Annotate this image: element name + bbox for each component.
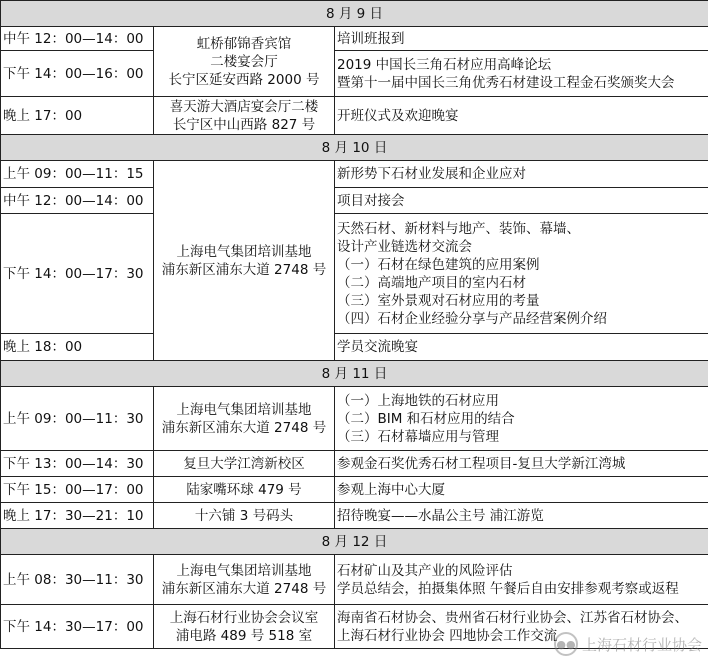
venue-line: 长宁区延安西路 2000 号 <box>168 71 320 88</box>
time-cell: 下午 14：00—17：30 <box>1 214 154 334</box>
activity-cell: 开班仪式及欢迎晚宴 <box>335 97 708 135</box>
time-cell: 上午 09：00—11：30 <box>1 387 154 451</box>
date-row <box>1 1 708 27</box>
activity-cell: 培训班报到 <box>335 27 708 51</box>
time-cell: 下午 14：00—16：00 <box>1 51 154 97</box>
activity-cell: 新形势下石材业发展和企业应对 <box>335 161 708 188</box>
table-row <box>1 477 708 503</box>
venue-line: 浦东新区浦东大道 2748 号 <box>161 261 327 278</box>
venue-line: 上海电气集团培训基地 <box>176 243 312 260</box>
activity-cell: 参观金石奖优秀石材工程项目-复旦大学新江湾城 <box>335 451 708 477</box>
activity-cell: 项目对接会 <box>335 188 708 214</box>
activity-line: （三）石材幕墙应用与管理 <box>337 428 499 445</box>
date-header: 8 月 9 日 <box>1 1 708 27</box>
activity-line: （一）上海地铁的石材应用 <box>337 392 499 409</box>
table-row <box>1 188 708 214</box>
table-row <box>1 161 708 188</box>
table-row <box>1 214 708 334</box>
venue-cell: 陆家嘴环球 479 号 <box>154 477 335 503</box>
activity-cell <box>335 555 708 605</box>
activity-line: 上海石材行业协会 四地协会工作交流 <box>337 627 558 644</box>
date-row <box>1 361 708 387</box>
table-row <box>1 555 708 605</box>
table-row <box>1 97 708 135</box>
venue-cell <box>154 161 335 361</box>
wechat-badge-icon: ●● <box>554 632 578 656</box>
time-cell: 中午 12：00—14：00 <box>1 27 154 51</box>
time-cell: 下午 13：00—14：30 <box>1 451 154 477</box>
activity-line: （三）室外景观对石材应用的考量 <box>337 292 540 309</box>
table-row <box>1 27 708 51</box>
date-header: 8 月 11 日 <box>1 361 708 387</box>
venue-line: 浦电路 489 号 518 室 <box>175 627 313 644</box>
activity-cell: 学员交流晚宴 <box>335 334 708 361</box>
venue-cell <box>154 27 335 97</box>
time-cell: 上午 09：00—11：15 <box>1 161 154 188</box>
table-row <box>1 451 708 477</box>
activity-line: 海南省石材协会、贵州省石材行业协会、江苏省石材协会、 <box>337 609 688 626</box>
venue-line: 二楼宴会厅 <box>210 53 278 70</box>
time-cell: 晚上 17：30—21：10 <box>1 503 154 529</box>
activity-line: （四）石材企业经验分享与产品经营案例介绍 <box>337 310 607 327</box>
venue-cell: 复旦大学江湾新校区 <box>154 451 335 477</box>
activity-cell <box>335 214 708 334</box>
time-cell: 晚上 18：00 <box>1 334 154 361</box>
date-header: 8 月 12 日 <box>1 529 708 555</box>
activity-line: 石材矿山及其产业的风险评估 <box>337 562 513 579</box>
activity-line: （二）高端地产项目的室内石材 <box>337 274 526 291</box>
time-cell: 中午 12：00—14：00 <box>1 188 154 214</box>
activity-cell: 参观上海中心大厦 <box>335 477 708 503</box>
activity-cell <box>335 387 708 451</box>
date-row <box>1 529 708 555</box>
time-cell: 下午 15：00—17：00 <box>1 477 154 503</box>
venue-line: 虹桥郁锦香宾馆 <box>196 35 292 52</box>
activity-cell <box>335 605 708 649</box>
venue-line: 长宁区中山西路 827 号 <box>172 116 316 133</box>
table-row <box>1 387 708 451</box>
venue-line: 浦东新区浦东大道 2748 号 <box>161 419 327 436</box>
venue-cell <box>154 387 335 451</box>
venue-line: 上海电气集团培训基地 <box>176 562 312 579</box>
activity-line: （二）BIM 和石材应用的结合 <box>337 410 515 427</box>
venue-line: 上海电气集团培训基地 <box>176 401 312 418</box>
table-row <box>1 503 708 529</box>
date-row <box>1 135 708 161</box>
table-row <box>1 334 708 361</box>
table-row <box>1 605 708 649</box>
activity-line: 学员总结会，拍摄集体照 午餐后自由安排参观考察或返程 <box>337 580 679 597</box>
venue-line: 上海石材行业协会会议室 <box>169 609 319 626</box>
venue-line: 浦东新区浦东大道 2748 号 <box>161 580 327 597</box>
table-row <box>1 51 708 97</box>
activity-line: （一）石材在绿色建筑的应用案例 <box>337 256 540 273</box>
venue-line: 喜天游大酒店宴会厅二楼 <box>169 98 319 115</box>
time-cell: 下午 14：30—17：00 <box>1 605 154 649</box>
venue-cell <box>154 605 335 649</box>
activity-line: 设计产业链选材交流会 <box>337 238 472 255</box>
activity-line: 2019 中国长三角石材应用高峰论坛 <box>337 56 552 73</box>
venue-cell <box>154 555 335 605</box>
date-header: 8 月 10 日 <box>1 135 708 161</box>
watermark-text: 上海石材行业协会 <box>581 635 702 654</box>
activity-line: 天然石材、新材料与地产、装饰、幕墙、 <box>337 220 580 237</box>
time-cell: 上午 08：30—11：30 <box>1 555 154 605</box>
venue-cell <box>154 97 335 135</box>
activity-cell: 招待晚宴——水晶公主号 浦江游览 <box>335 503 708 529</box>
time-cell: 晚上 17：00 <box>1 97 154 135</box>
activity-line: 暨第十一届中国长三角优秀石材建设工程金石奖颁奖大会 <box>337 74 675 91</box>
activity-cell <box>335 51 708 97</box>
venue-cell: 十六铺 3 号码头 <box>154 503 335 529</box>
